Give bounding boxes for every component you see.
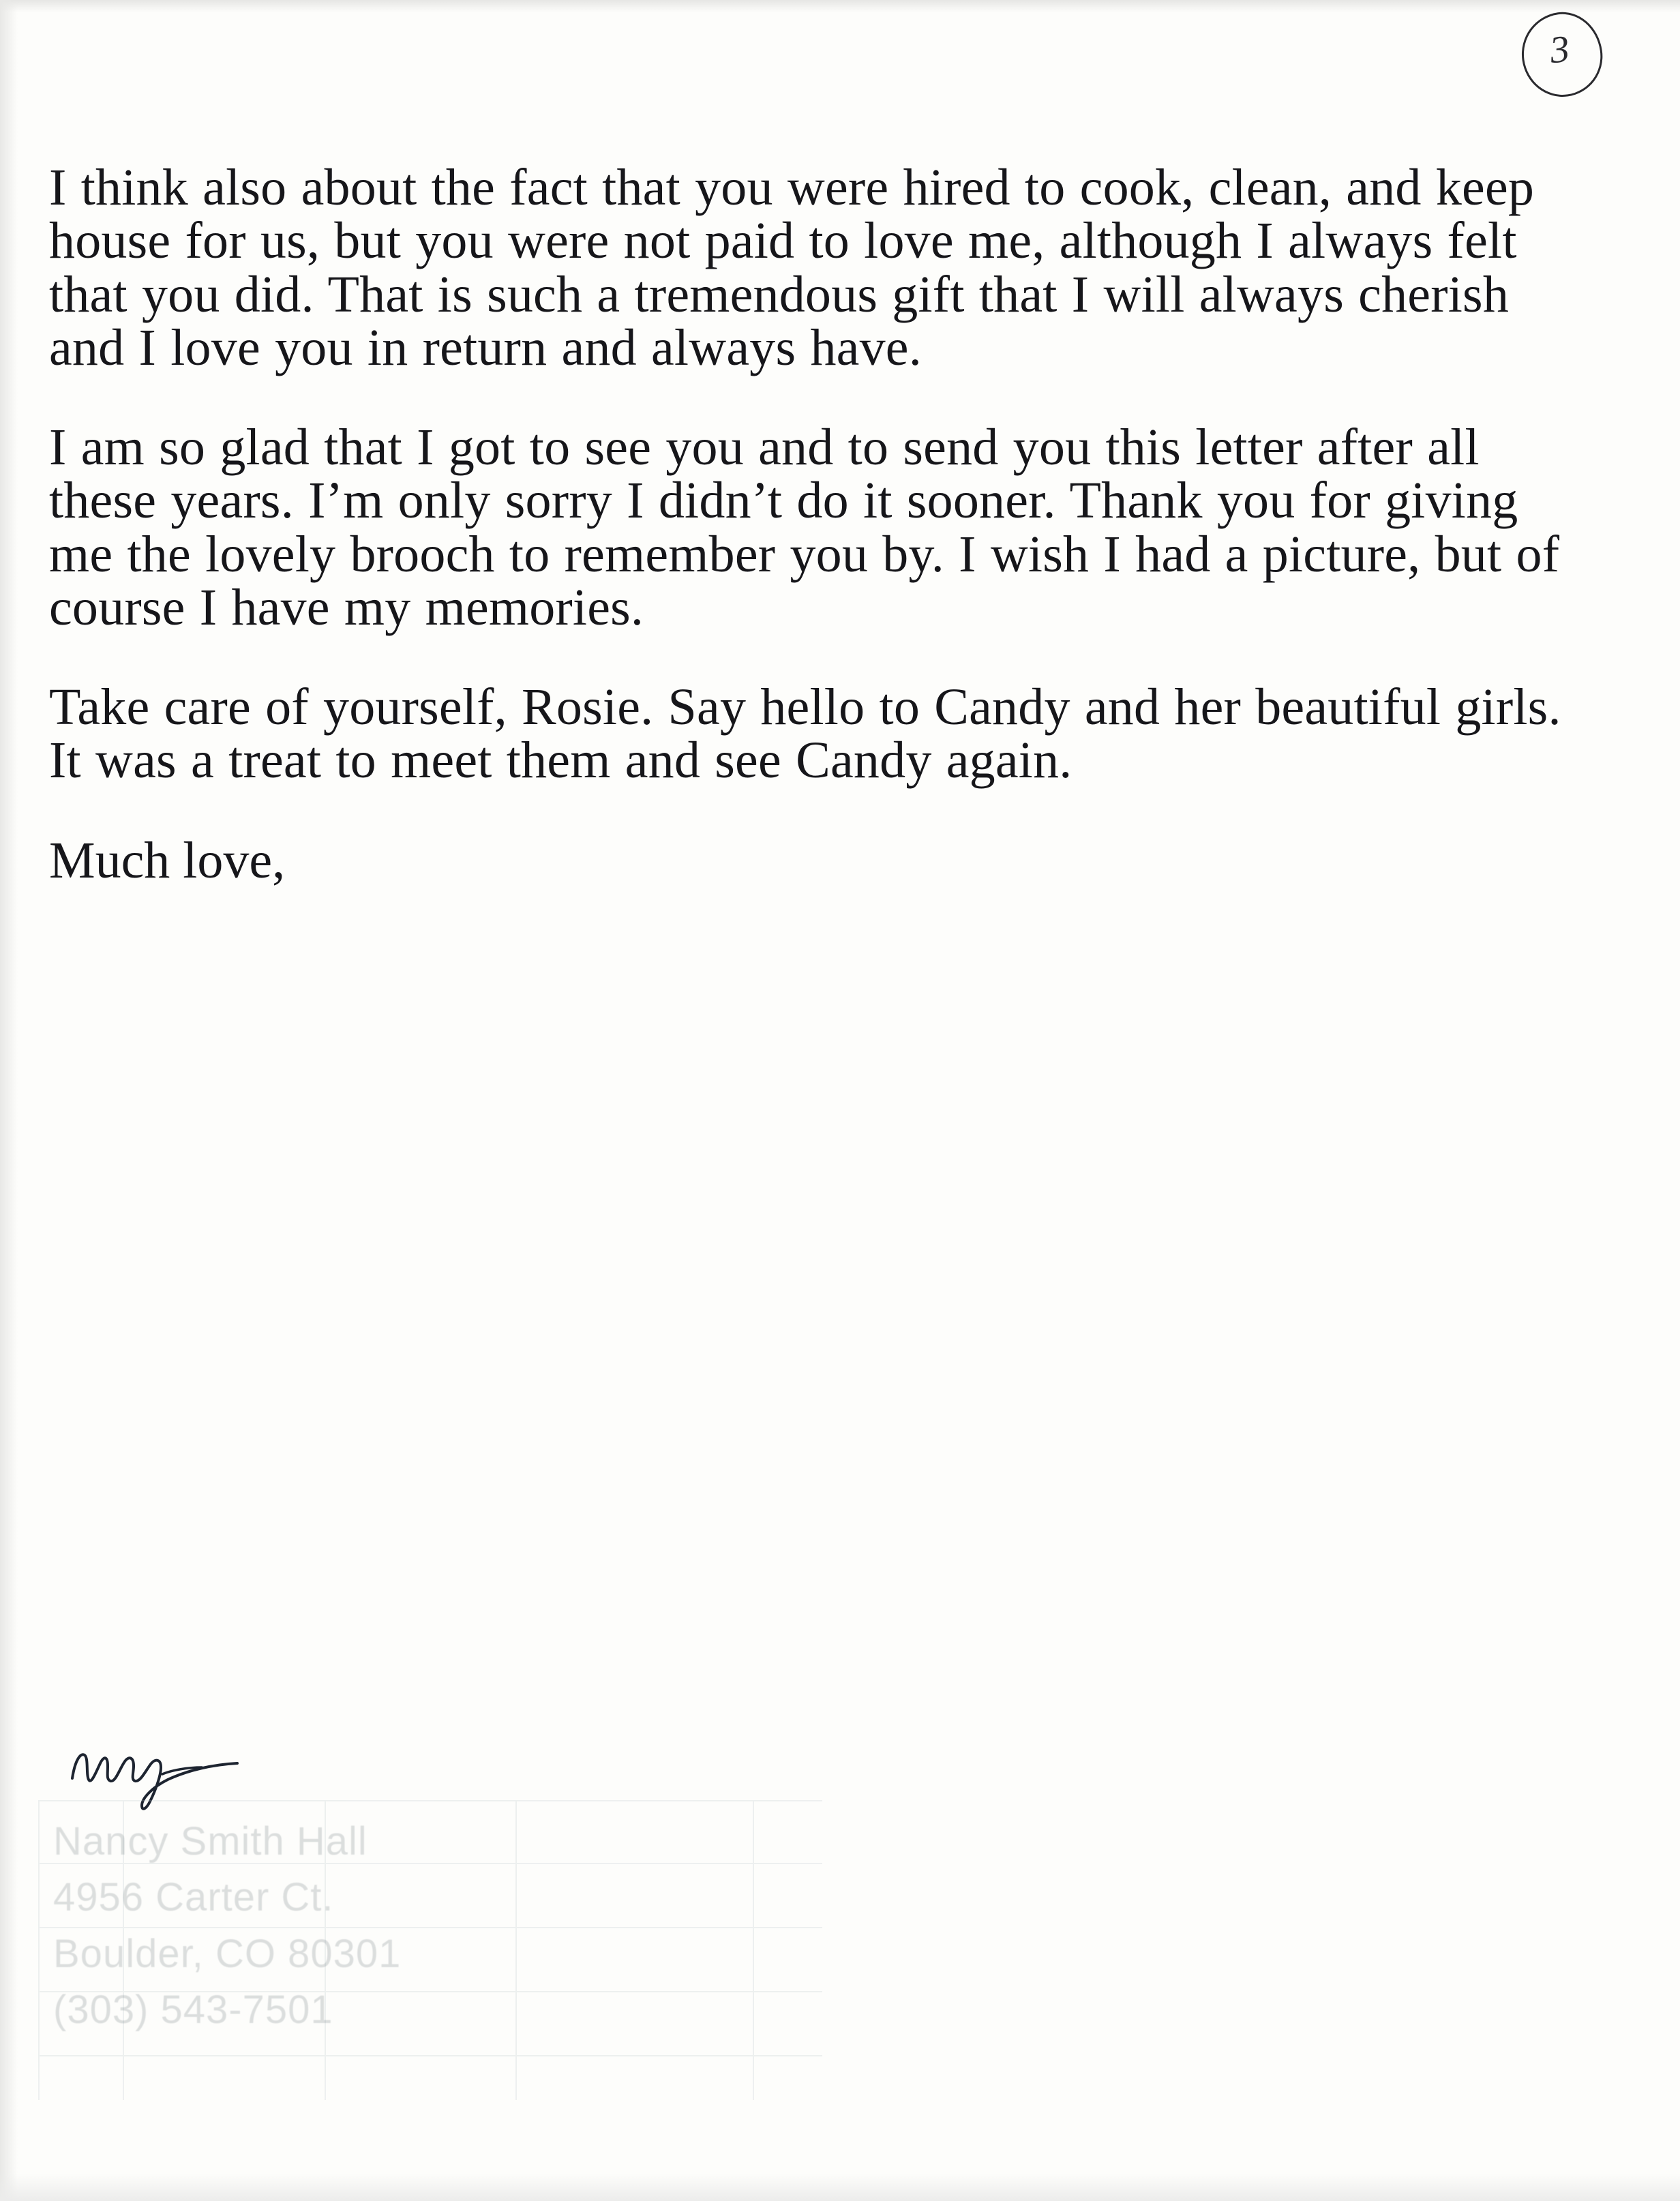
ghost-return-address: [53, 1814, 858, 2038]
page-number-mark: [1522, 12, 1598, 93]
handwritten-signature: [65, 1725, 379, 1814]
ghost-address-name: Nancy Smith Hall: [53, 1819, 368, 1863]
scan-edge-top: [0, 0, 1680, 12]
ghost-address-phone: (303) 543-7501: [53, 1988, 333, 2033]
closing-line: Much love,: [49, 831, 286, 889]
ghost-address-city: Boulder, CO 80301: [53, 1931, 402, 1976]
page-number-value: 3: [1548, 27, 1572, 72]
paragraph-3: Take care of yourself, Rosie. Say hello to Candy and her beautiful girls. It was a treat to meet them and see Candy again.: [49, 678, 1561, 790]
paragraph-2: I am so glad that I got to see you and to send you this letter after all these years. I’m only sorry I didn’t do it sooner. Thank you for giving me the lovely brooch to remember you by. I wish I had a picture, but of course I have my memories.: [49, 419, 1560, 636]
scan-edge-left: [0, 0, 18, 2201]
scan-edge-bottom: [0, 2174, 1680, 2201]
paragraph-1: I think also about the fact that you were hired to cook, clean, and keep house for us, but you were not paid to love me, although I always felt that you did. That is such a tremendous gift that I will always cherish and I love you in return and always have.: [49, 159, 1535, 376]
letter-body: [49, 161, 1617, 887]
ghost-address-street: 4956 Carter Ct.: [53, 1875, 334, 1920]
